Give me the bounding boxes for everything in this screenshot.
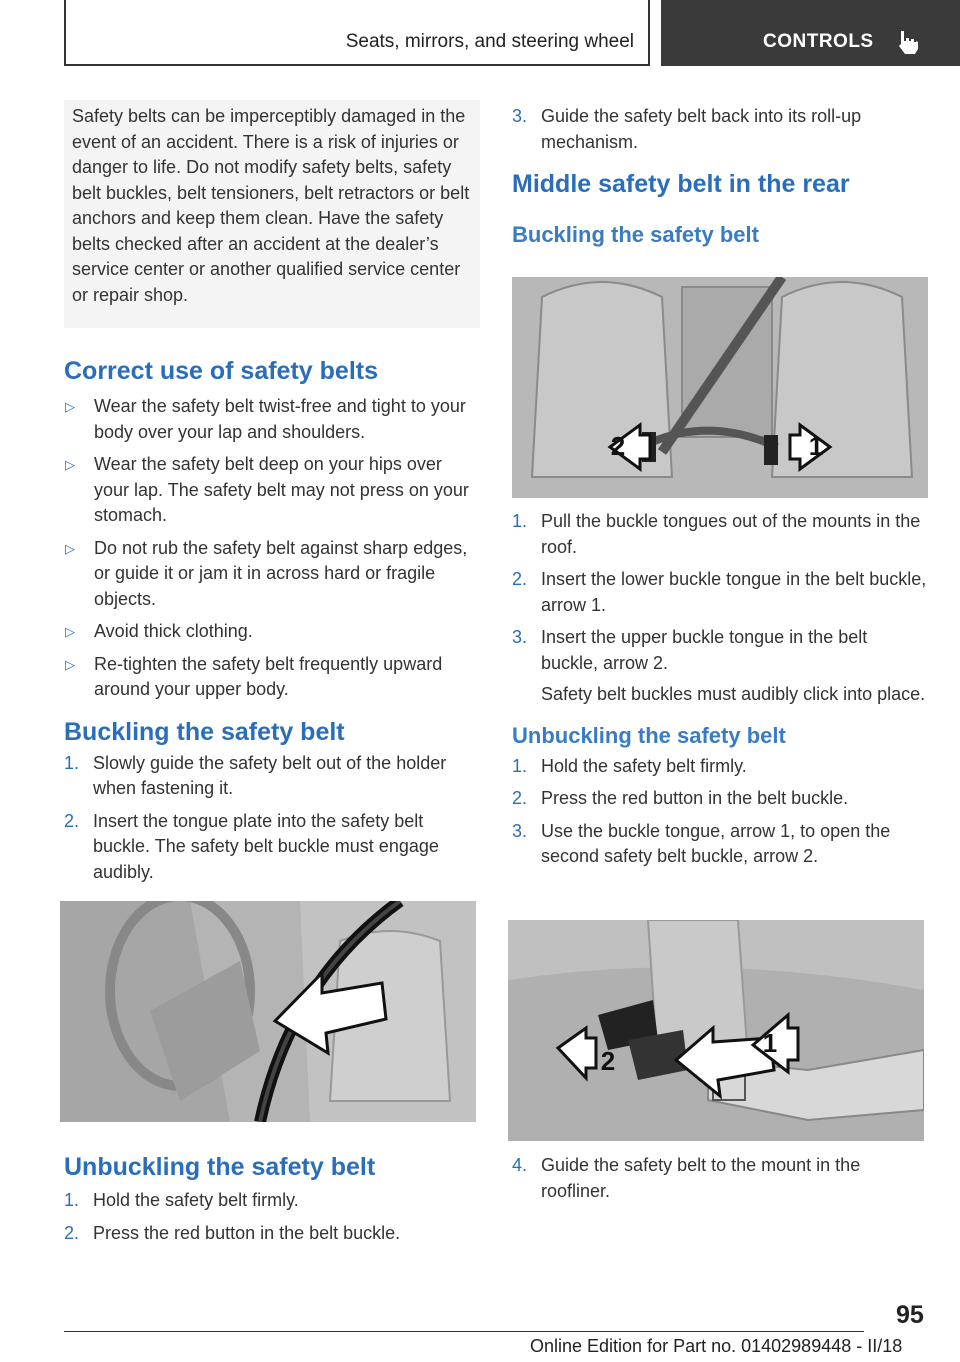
heading-middle-buckling: Buckling the safety belt [512, 222, 759, 247]
footer-divider [64, 1331, 864, 1332]
figure-front-seat-belt [60, 901, 476, 1122]
right-column [512, 104, 928, 249]
unbuckling-steps [64, 1188, 480, 1246]
header-chapter-title: CONTROLS [763, 31, 874, 52]
middle-buckling-steps [512, 509, 928, 708]
triangle-bullet-icon: ▷ [65, 624, 75, 639]
step-item: 2. Insert the tongue plate into the safety belt buckle. The safety belt buckle must engage audibly. [64, 810, 439, 882]
fig-label: 1 [762, 1028, 778, 1058]
right-final-step [512, 1153, 928, 1211]
heading-buckling: Buckling the safety belt [64, 717, 345, 746]
triangle-bullet-icon: ▷ [65, 540, 75, 556]
right-buckling-steps [512, 509, 928, 877]
heading-unbuckling: Unbuckling the safety belt [64, 1153, 376, 1181]
left-column [64, 100, 480, 892]
figure-buckle-release [508, 920, 924, 1141]
heading-middle-unbuckling: Unbuckling the safety belt [512, 722, 786, 748]
header-section-title: Seats, mirrors, and steering wheel [345, 31, 634, 52]
warning-text: Safety belts can be imperceptibly damaged in the event of an accident. There is a risk of injuries or danger to life. Do not modify safety belts, safety belt buckles, belt tensioners, belt retractors or belt anchors and keep them clean. Have the safety belts checked after an accident at the dealer’s service center or another qualified service center or repair shop. [72, 106, 470, 305]
fig-label: 1 [808, 431, 824, 461]
header-section-box [64, 0, 650, 66]
pointing-hand-icon [896, 29, 920, 55]
heading-middle-belt: Middle safety belt in the rear [512, 170, 850, 198]
middle-unbuckling-steps [512, 754, 928, 870]
step-note: Safety belt buckles must audibly click into place. [541, 684, 926, 704]
step-item: 1. Hold the safety belt firmly. [64, 1190, 299, 1210]
list-item: ▷ Do not rub the safety belt against sharp edges, or guide it or jam it in across hard or fragile objects. [65, 537, 468, 609]
page-number: 95 [896, 1301, 924, 1329]
buckling-steps [64, 751, 480, 886]
triangle-bullet-icon: ▷ [65, 399, 75, 414]
edition-note: Online Edition for Part no. 01402989448 - II/18 [530, 1336, 903, 1356]
step-item: 2. Insert the lower buckle tongue in the belt buckle, arrow 1. [512, 569, 927, 615]
warning-box [64, 100, 480, 328]
step-item: 4. Guide the safety belt to the mount in the roofliner. [512, 1155, 861, 1201]
triangle-bullet-icon: ▷ [65, 656, 75, 672]
triangle-bullet-icon: ▷ [65, 457, 75, 472]
left-unbuckling-section [64, 1152, 480, 1253]
list-item: ▷ Wear the safety belt twist-free and tight to your body over your lap and shoulders. [65, 396, 466, 442]
rollup-step [512, 104, 928, 155]
step-item: 1. Slowly guide the safety belt out of the holder when fastening it. [64, 752, 447, 798]
heading-correct-use: Correct use of safety belts [64, 357, 378, 385]
step-item: 3. Insert the upper buckle tongue in the belt buckle, arrow 2. Safety belt buckles must audibly click into place. [512, 625, 928, 708]
figure-rear-middle-belt [512, 277, 928, 498]
list-item: ▷ Re-tighten the safety belt frequently upward around your upper body. [65, 653, 443, 699]
step-item: 1. Pull the buckle tongues out of the mounts in the roof. [512, 511, 921, 557]
fig-label: 2 [600, 1046, 616, 1076]
step-item: 2. Press the red button in the belt buckle. [512, 788, 849, 808]
final-step-list [512, 1153, 928, 1204]
step-item: 2. Press the red button in the belt buckle. [64, 1222, 401, 1243]
list-item: ▷ Wear the safety belt deep on your hips over your lap. The safety belt may not press on your stomach. [65, 454, 469, 525]
step-item: 1. Hold the safety belt firmly. [512, 755, 747, 776]
step-item: 3. Use the buckle tongue, arrow 1, to open the second safety belt buckle, arrow 2. [512, 820, 891, 866]
step-item: 3. Guide the safety belt back into its roll-up mechanism. [512, 106, 862, 152]
list-item: ▷ Avoid thick clothing. [64, 619, 480, 645]
correct-use-list [64, 394, 480, 703]
fig-label: 2 [610, 431, 626, 461]
